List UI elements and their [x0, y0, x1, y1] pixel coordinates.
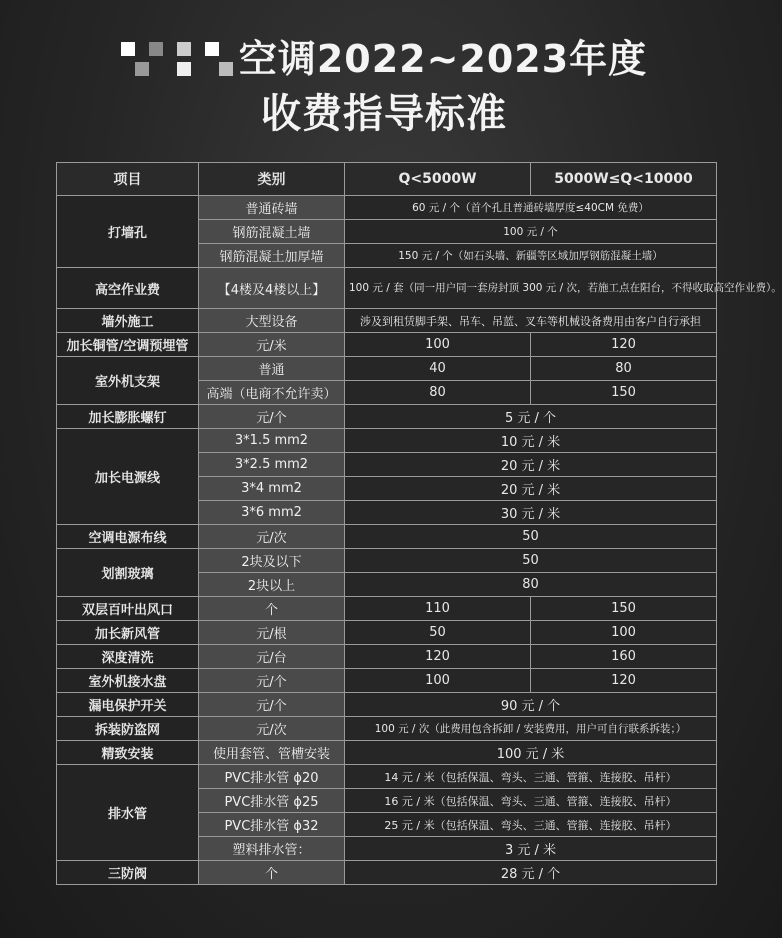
row-value: 20 元 / 米	[345, 453, 717, 477]
table-row	[57, 268, 717, 309]
row-value: 5 元 / 个	[345, 405, 717, 429]
table-row	[57, 669, 717, 693]
table-row	[57, 357, 717, 381]
header-category: 类别	[199, 163, 345, 196]
row-value: 10 元 / 米	[345, 429, 717, 453]
row-category: 元/个	[199, 405, 345, 429]
header-high-power: 5000W≤Q<10000	[531, 163, 717, 196]
row-item: 室外机接水盘	[57, 669, 199, 693]
row-category: 3*6 mm2	[199, 501, 345, 525]
row-category: 元/台	[199, 645, 345, 669]
row-category: 3*2.5 mm2	[199, 453, 345, 477]
row-value-high: 120	[531, 669, 717, 693]
table-row	[57, 645, 717, 669]
row-item: 空调电源布线	[57, 525, 199, 549]
row-category: 钢筋混凝土墙	[199, 220, 345, 244]
row-category: 塑料排水管：	[199, 837, 345, 861]
row-value: 100 元 / 次（此费用包含拆卸 / 安装费用，用户可自行联系拆装；）	[345, 717, 717, 741]
row-category: 元/个	[199, 669, 345, 693]
row-item: 划割玻璃	[57, 549, 199, 597]
row-category: 元/次	[199, 717, 345, 741]
row-item: 加长电源线	[57, 429, 199, 525]
row-value: 3 元 / 米	[345, 837, 717, 861]
row-value: 14 元 / 米（包括保温、弯头、三通、管箍、连接胶、吊杆）	[345, 765, 717, 789]
row-value-high: 160	[531, 645, 717, 669]
row-value-high: 150	[531, 381, 717, 405]
row-value-low: 80	[345, 381, 531, 405]
row-category: PVC排水管 ϕ20	[199, 765, 345, 789]
row-item: 加长铜管/空调预埋管	[57, 333, 199, 357]
row-category: 元/米	[199, 333, 345, 357]
table-row	[57, 597, 717, 621]
row-item: 双层百叶出风口	[57, 597, 199, 621]
row-category: 普通砖墙	[199, 196, 345, 220]
row-value-low: 100	[345, 669, 531, 693]
row-item: 加长新风管	[57, 621, 199, 645]
header-item: 项目	[57, 163, 199, 196]
row-value: 150 元 / 个（如石头墙、新疆等区域加厚钢筋混凝土墙）	[345, 244, 717, 268]
table-row	[57, 405, 717, 429]
row-value: 90 元 / 个	[345, 693, 717, 717]
row-category: PVC排水管 ϕ25	[199, 789, 345, 813]
table-row	[57, 333, 717, 357]
row-category: 3*1.5 mm2	[199, 429, 345, 453]
row-value-high: 100	[531, 621, 717, 645]
row-category: 3*4 mm2	[199, 477, 345, 501]
page-title-line2: 收费指导标准	[261, 91, 507, 137]
row-item: 高空作业费	[57, 268, 199, 309]
table-row	[57, 196, 717, 220]
row-category: 2块以上	[199, 573, 345, 597]
row-category: 【4楼及4楼以上】	[199, 268, 345, 309]
row-value-low: 40	[345, 357, 531, 381]
row-item: 打墙孔	[57, 196, 199, 268]
row-item: 排水管	[57, 765, 199, 861]
row-value: 60 元 / 个（首个孔且普通砖墙厚度≤40CM 免费）	[345, 196, 717, 220]
row-item: 拆装防盗网	[57, 717, 199, 741]
row-category: 钢筋混凝土加厚墙	[199, 244, 345, 268]
row-value-low: 100	[345, 333, 531, 357]
table-row	[57, 309, 717, 333]
table-row	[57, 693, 717, 717]
row-value: 100 元 / 套（同一用户同一套房封顶 300 元 / 次，若施工点在阳台，不得收取高空作业费）。	[345, 268, 717, 309]
table-row	[57, 429, 717, 453]
row-value-low: 110	[345, 597, 531, 621]
table-row	[57, 621, 717, 645]
row-item: 三防阀	[57, 861, 199, 885]
row-item: 墙外施工	[57, 309, 199, 333]
row-item: 深度清洗	[57, 645, 199, 669]
row-value-high: 150	[531, 597, 717, 621]
row-category: 大型设备	[199, 309, 345, 333]
row-value: 16 元 / 米（包括保温、弯头、三通、管箍、连接胶、吊杆）	[345, 789, 717, 813]
table-row	[57, 741, 717, 765]
row-value-low: 50	[345, 621, 531, 645]
table-row	[57, 765, 717, 789]
row-value: 20 元 / 米	[345, 477, 717, 501]
row-category: 个	[199, 597, 345, 621]
row-category: 个	[199, 861, 345, 885]
table-row	[57, 549, 717, 573]
row-value: 100 元 / 个	[345, 220, 717, 244]
row-category: PVC排水管 ϕ32	[199, 813, 345, 837]
table-row	[57, 861, 717, 885]
row-value-high: 120	[531, 333, 717, 357]
row-value: 涉及到租赁脚手架、吊车、吊蓝、叉车等机械设备费用由客户自行承担	[345, 309, 717, 333]
fee-table	[56, 162, 782, 885]
row-category: 使用套管、管槽安装	[199, 741, 345, 765]
row-value: 80	[345, 573, 717, 597]
row-value-low: 120	[345, 645, 531, 669]
table-row	[57, 717, 717, 741]
row-value-high: 80	[531, 357, 717, 381]
row-value: 100 元 / 米	[345, 741, 717, 765]
row-item: 加长膨胀螺钉	[57, 405, 199, 429]
row-category: 元/根	[199, 621, 345, 645]
row-value: 25 元 / 米（包括保温、弯头、三通、管箍、连接胶、吊杆）	[345, 813, 717, 837]
row-category: 普通	[199, 357, 345, 381]
row-value: 30 元 / 米	[345, 501, 717, 525]
title-text-line1: 空调2022~2023年度	[238, 37, 648, 81]
pixelated-brand-logo	[121, 38, 233, 78]
row-item: 室外机支架	[57, 357, 199, 405]
table-header-row	[57, 163, 717, 196]
page-title-line1	[0, 28, 768, 83]
row-category: 元/次	[199, 525, 345, 549]
row-category: 2块及以下	[199, 549, 345, 573]
row-category: 高端（电商不允许卖）	[199, 381, 345, 405]
table-row	[57, 525, 717, 549]
row-category: 元/个	[199, 693, 345, 717]
header-low-power: Q<5000W	[345, 163, 531, 196]
row-value: 50	[345, 549, 717, 573]
row-item: 漏电保护开关	[57, 693, 199, 717]
row-item: 精致安装	[57, 741, 199, 765]
row-value: 28 元 / 个	[345, 861, 717, 885]
row-value: 50	[345, 525, 717, 549]
